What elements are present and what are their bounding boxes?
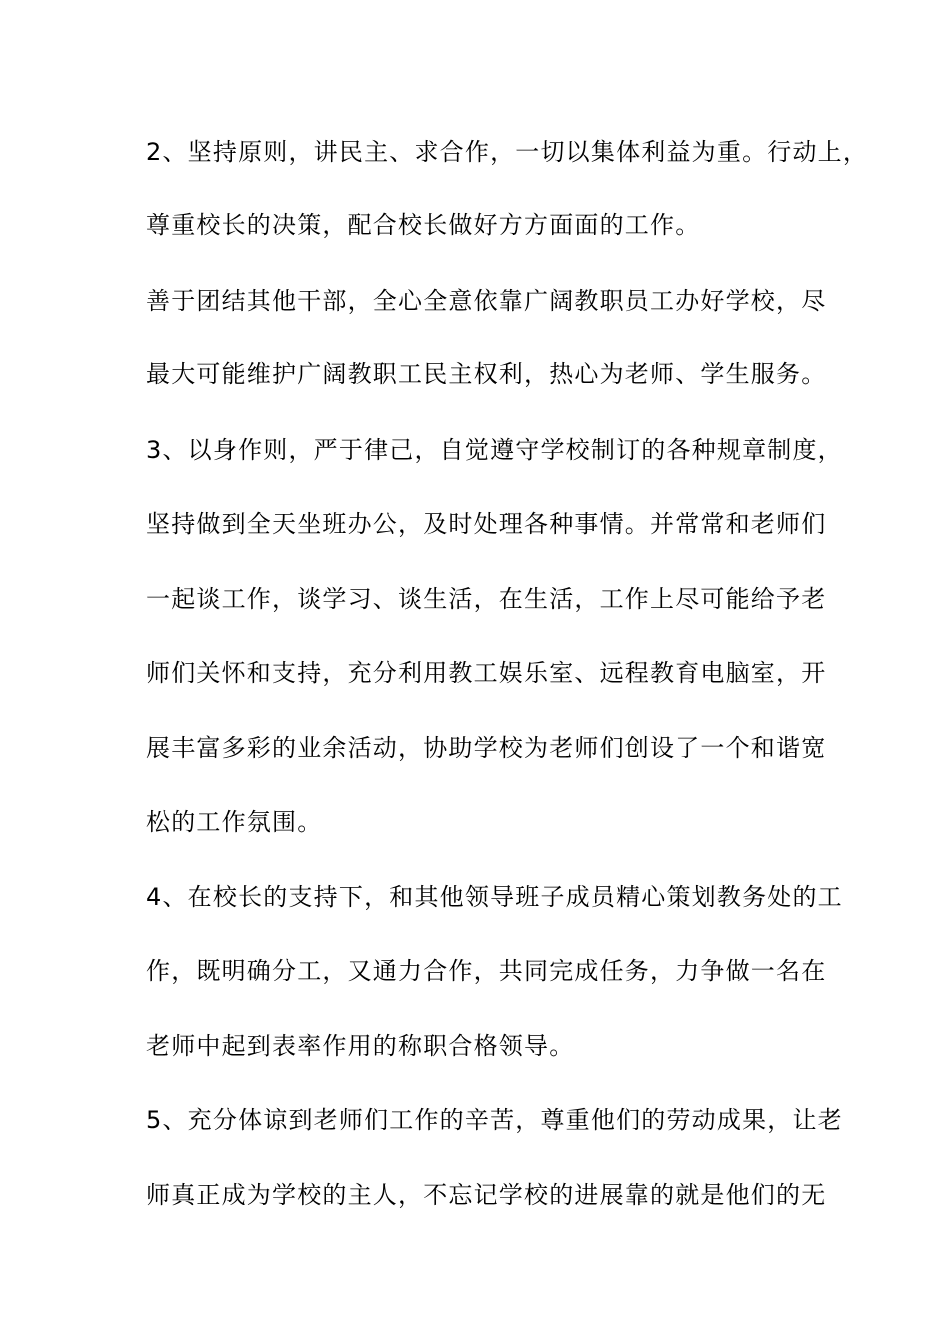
text-line: 作，既明确分工，又通力合作，共同完成任务，力争做一名在 [146, 957, 827, 985]
text-line: 4、在校长的支持下，和其他领导班子成员精心策划教务处的工 [146, 883, 843, 911]
text-line: 师真正成为学校的主人，不忘记学校的进展靠的就是他们的无 [146, 1181, 827, 1209]
text-line: 松的工作氛围。 [146, 808, 323, 836]
text-line: 师们关怀和支持，充分利用教工娱乐室、远程教育电脑室，开 [146, 659, 827, 687]
text-line: 善于团结其他干部，全心全意依靠广阔教职员工办好学校，尽 [146, 287, 827, 315]
text-line: 3、以身作则，严于律己，自觉遵守学校制订的各种规章制度， [146, 436, 843, 464]
text-line: 一起谈工作，谈学习、谈生活，在生活，工作上尽可能给予老 [146, 585, 827, 613]
text-line: 最大可能维护广阔教职工民主权利，热心为老师、学生服务。 [146, 360, 827, 388]
text-line: 老师中起到表率作用的称职合格领导。 [146, 1032, 575, 1060]
text-line: 尊重校长的决策，配合校长做好方方面面的工作。 [146, 211, 701, 239]
text-line: 5、充分体谅到老师们工作的辛苦，尊重他们的劳动成果，让老 [146, 1106, 843, 1134]
text-line: 坚持做到全天坐班办公，及时处理各种事情。并常常和老师们 [146, 510, 827, 538]
text-line: 展丰富多彩的业余活动，协助学校为老师们创设了一个和谐宽 [146, 734, 827, 762]
text-line: 2、坚持原则，讲民主、求合作，一切以集体利益为重。行动上， [146, 138, 869, 166]
